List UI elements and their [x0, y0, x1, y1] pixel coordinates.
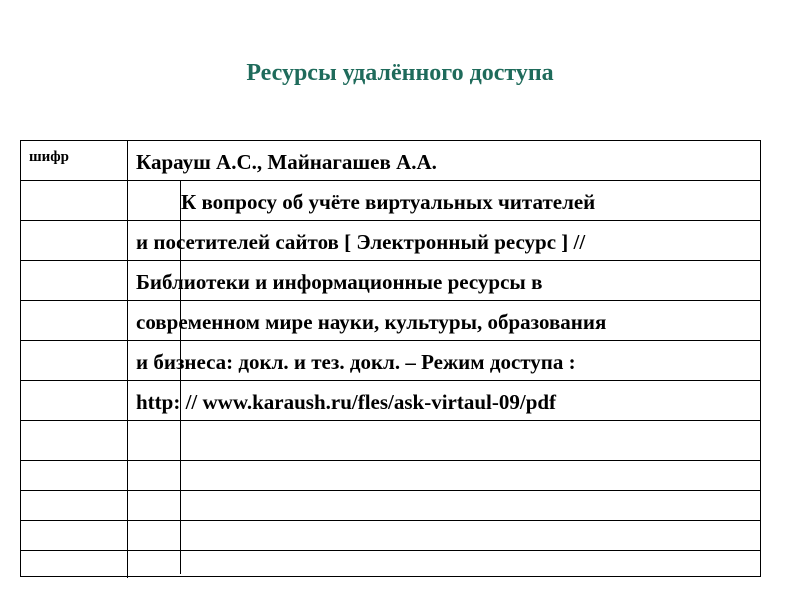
row-divider	[21, 300, 760, 301]
catalog-card	[20, 140, 761, 577]
page-title: Ресурсы удалённого доступа	[246, 60, 554, 86]
card-line: К вопросу об учёте виртуальных читателей	[181, 190, 596, 214]
cipher-label: шифр	[29, 149, 70, 165]
cipher-column-divider	[127, 141, 128, 578]
row-divider	[21, 340, 760, 341]
card-line: и бизнеса: докл. и тез. докл. – Режим доступа :	[136, 350, 576, 374]
card-line: современном мире науки, культуры, образования	[136, 310, 607, 334]
row-divider	[21, 550, 760, 551]
row-divider	[21, 520, 760, 521]
row-divider	[21, 180, 760, 181]
row-divider	[21, 260, 760, 261]
card-line: и посетителей сайтов [ Электронный ресурс ] //	[136, 230, 586, 254]
row-divider	[21, 460, 760, 461]
row-divider	[21, 380, 760, 381]
card-line: http: // www.karaush.ru/fles/ask-virtaul-09/pdf	[136, 390, 557, 414]
card-line: Карауш А.С., Майнагашев А.А.	[136, 150, 437, 174]
row-divider	[21, 490, 760, 491]
card-line: Библиотеки и информационные ресурсы в	[136, 270, 543, 294]
row-divider	[21, 420, 760, 421]
row-divider	[21, 220, 760, 221]
